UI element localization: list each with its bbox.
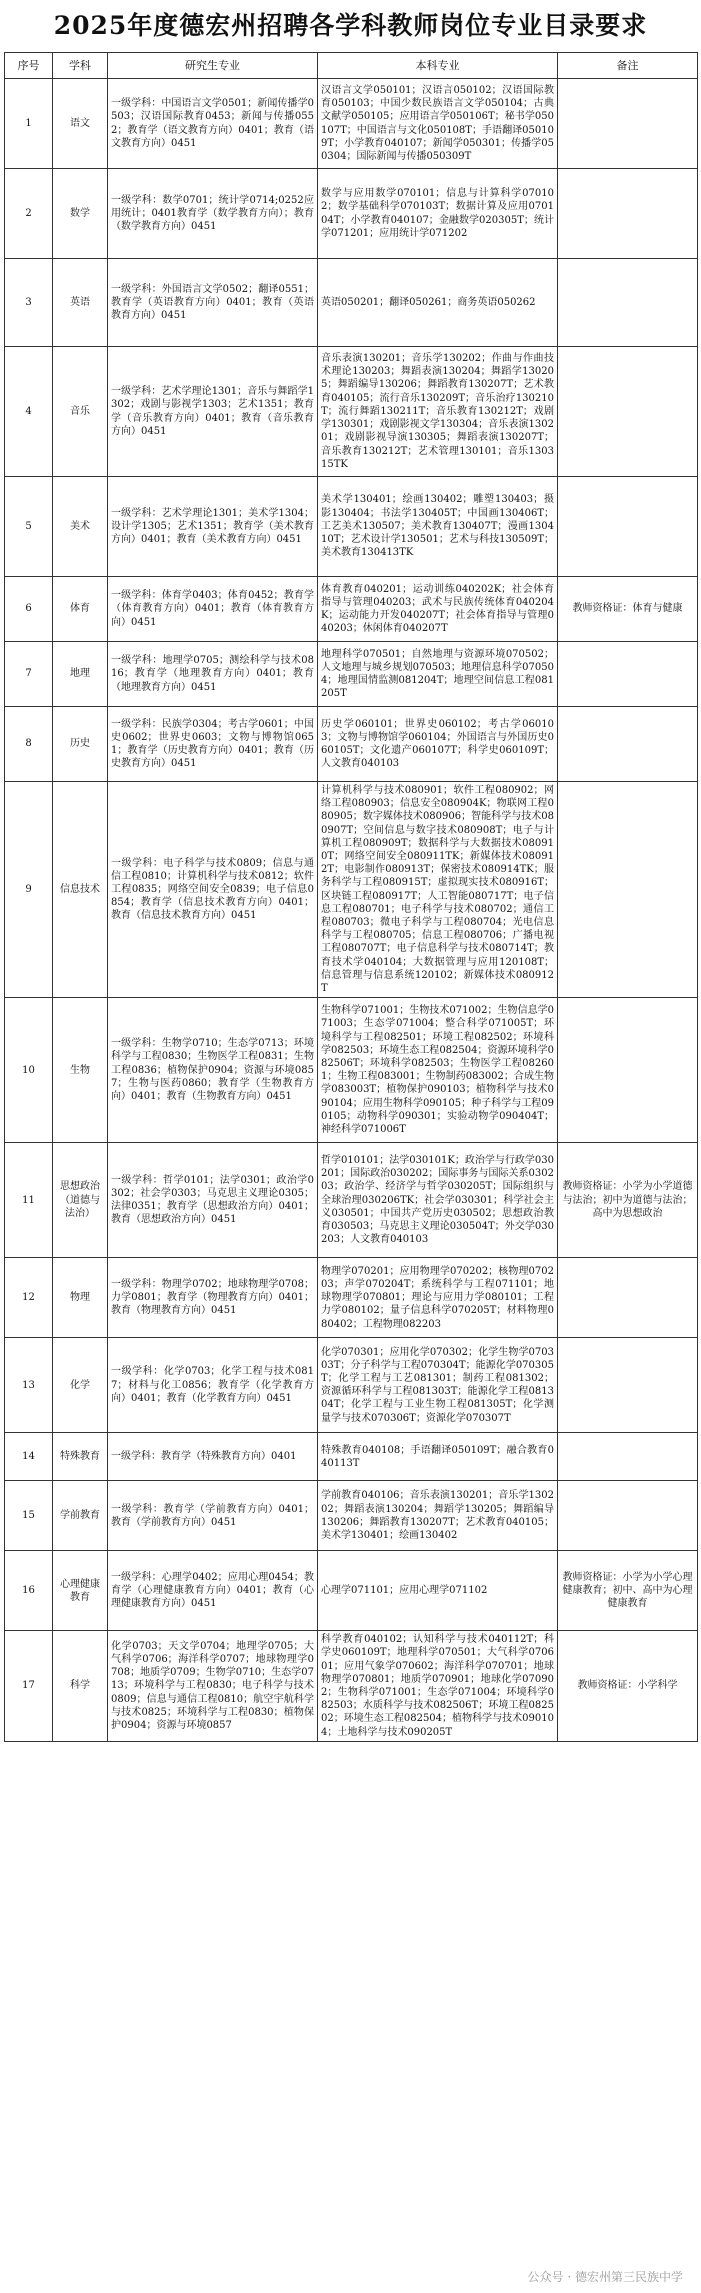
row-note bbox=[558, 642, 698, 707]
table-row bbox=[5, 1338, 698, 1433]
table-row bbox=[5, 1433, 698, 1481]
row-note bbox=[558, 477, 698, 577]
row-note bbox=[558, 1258, 698, 1338]
table-row bbox=[5, 347, 698, 477]
header-subject: 学科 bbox=[53, 53, 108, 79]
row-note bbox=[558, 707, 698, 782]
table-row bbox=[5, 782, 698, 998]
row-grad: 一级学科：艺术学理论1301；美术学1304；设计学1305；艺术1351；教育学（美术教育方向）0401；教育（美术教育方向）0451 bbox=[108, 477, 318, 577]
row-note bbox=[558, 1481, 698, 1551]
row-grad: 化学0703；天文学0704；地理学0705；大气科学0706；海洋科学0707；地球物理学0708；地质学0709；生物学0710；生态学0713；环境科学与工程0830；电子科学与技术0809；信息与通信工程0810；航空宇航科学与技术0825；环境科学与工程0830；植物保护0904；资源与环境0857 bbox=[108, 1631, 318, 1742]
row-note bbox=[558, 1338, 698, 1433]
row-ug: 历史学060101；世界史060102；考古学060103；文物与博物馆学060104；外国语言与外国历史060105T；文化遗产060107T；科学史060109T；人文教育040103 bbox=[318, 707, 558, 782]
watermark: 公众号 · 德宏州第三民族中学 bbox=[527, 2270, 683, 2284]
row-grad: 一级学科：地理学0705；测绘科学与技术0816；教育学（地理教育方向）0401；教育（地理教育方向）0451 bbox=[108, 642, 318, 707]
row-no: 9 bbox=[5, 782, 53, 998]
row-ug: 英语050201；翻译050261；商务英语050262 bbox=[318, 259, 558, 347]
table-row bbox=[5, 169, 698, 259]
row-subject: 体育 bbox=[53, 577, 108, 642]
row-subject: 数学 bbox=[53, 169, 108, 259]
row-no: 1 bbox=[5, 79, 53, 169]
page-title: 2025年度德宏州招聘各学科教师岗位专业目录要求 bbox=[53, 11, 648, 40]
row-note bbox=[558, 79, 698, 169]
table-row bbox=[5, 1143, 698, 1258]
row-no: 10 bbox=[5, 998, 53, 1143]
table-row bbox=[5, 477, 698, 577]
row-ug: 生物科学071001；生物技术071002；生物信息学071003；生态学071004；整合科学071005T；环境科学与工程082501；环境工程082502；环境科学082503；环境生态工程082504；资源环境科学082506T；环境科学082503；生物医学工程082601；生物工程083001；生物制药083002；合成生物学083003T；植物保护090103；植物科学与技术090104；应用生物科学090105；种子科学与工程090105；动物科学090301；实验动物学090404T；神经科学071006T bbox=[318, 998, 558, 1143]
header-grad: 研究生专业 bbox=[108, 53, 318, 79]
row-subject: 历史 bbox=[53, 707, 108, 782]
row-subject: 科学 bbox=[53, 1631, 108, 1742]
row-grad: 一级学科：电子科学与技术0809；信息与通信工程0810；计算机科学与技术0812；软件工程0835；网络空间安全0839；电子信息0854；教育学（信息技术教育方向）0401；教育（信息技术教育方向）0451 bbox=[108, 782, 318, 998]
row-ug: 物理学070201；应用物理学070202；核物理070203；声学070204T；系统科学与工程071101；地球物理学070801；理论与应用力学080101；工程力学080102；量子信息科学070205T；材料物理080402；工程物理082203 bbox=[318, 1258, 558, 1338]
specialty-table bbox=[4, 52, 698, 1742]
row-no: 4 bbox=[5, 347, 53, 477]
row-no: 15 bbox=[5, 1481, 53, 1551]
table-row bbox=[5, 259, 698, 347]
row-ug: 音乐表演130201；音乐学130202；作曲与作曲技术理论130203；舞蹈表演130204；舞蹈学130205；舞蹈编导130206；舞蹈教育130207T；艺术教育040105；流行音乐130209T；音乐治疗130210T；流行舞蹈130211T；音乐教育130212T；戏剧学130301；戏剧影视文学130304；音乐表演130201；戏剧影视导演130305；舞蹈表演130207T；音乐教育130212T；艺术管理130101；音乐130315TK bbox=[318, 347, 558, 477]
row-grad: 一级学科：教育学（特殊教育方向）0401 bbox=[108, 1433, 318, 1481]
row-ug: 地理科学070501；自然地理与资源环境070502；人文地理与城乡规划070503；地理信息科学070504；地理国情监测081204T；地理空间信息工程081205T bbox=[318, 642, 558, 707]
table-row bbox=[5, 1481, 698, 1551]
row-subject: 地理 bbox=[53, 642, 108, 707]
row-grad: 一级学科：教育学（学前教育方向）0401；教育（学前教育方向）0451 bbox=[108, 1481, 318, 1551]
table-row bbox=[5, 998, 698, 1143]
row-grad: 一级学科：生物学0710；生态学0713；环境科学与工程0830；生物医学工程0831；生物工程0836；植物保护0904；资源与环境0857；生物与医药0860；教育学（生物教育方向）0401；教育（生物教育方向）0451 bbox=[108, 998, 318, 1143]
row-no: 5 bbox=[5, 477, 53, 577]
row-note bbox=[558, 998, 698, 1143]
row-ug: 科学教育040102；认知科学与技术040112T；科学史060109T；地理科学070501；大气科学070601；应用气象学070602；海洋科学070701；地球物理学070801；地质学070901；地球化学070902；生物科学071001；生态学071004；环境科学082503；水质科学与技术082506T；环境工程082502；环境生态工程082504；植物科学与技术090104；土地科学与技术090205T bbox=[318, 1631, 558, 1742]
row-subject: 学前教育 bbox=[53, 1481, 108, 1551]
row-subject: 音乐 bbox=[53, 347, 108, 477]
table-row bbox=[5, 79, 698, 169]
table-row bbox=[5, 707, 698, 782]
row-ug: 美术学130401；绘画130402；雕塑130403；摄影130404；书法学130405T；中国画130406T；工艺美术130507；美术教育130407T；漫画130410T；艺术设计学130501；艺术与科技130509T；美术教育130413TK bbox=[318, 477, 558, 577]
row-note: 教师资格证：小学为小学心理健康教育；初中、高中为心理健康教育 bbox=[558, 1551, 698, 1631]
row-note bbox=[558, 169, 698, 259]
row-subject: 英语 bbox=[53, 259, 108, 347]
row-grad: 一级学科：体育学0403；体育0452；教育学（体育教育方向）0401；教育（体育教育方向）0451 bbox=[108, 577, 318, 642]
row-note bbox=[558, 782, 698, 998]
row-no: 14 bbox=[5, 1433, 53, 1481]
row-ug: 特殊教育040108；手语翻译050109T；融合教育040113T bbox=[318, 1433, 558, 1481]
row-subject: 物理 bbox=[53, 1258, 108, 1338]
row-subject: 生物 bbox=[53, 998, 108, 1143]
row-ug: 学前教育040106；音乐表演130201；音乐学130202；舞蹈表演130204；舞蹈学130205；舞蹈编导130206；舞蹈教育130207T；艺术教育040105；美术学130401；绘画130402 bbox=[318, 1481, 558, 1551]
row-subject: 语文 bbox=[53, 79, 108, 169]
row-grad: 一级学科：化学0703；化学工程与技术0817；材料与化工0856；教育学（化学教育方向）0401；教育（化学教育方向）0451 bbox=[108, 1338, 318, 1433]
row-no: 8 bbox=[5, 707, 53, 782]
row-grad: 一级学科：中国语言文学0501；新闻传播学0503；汉语国际教育0453；新闻与传播0552；教育学（语文教育方向）0401；教育（语文教育方向）0451 bbox=[108, 79, 318, 169]
row-ug: 哲学010101；法学030101K；政治学与行政学030201；国际政治030202；国际事务与国际关系030203；政治学、经济学与哲学030205T；国际组织与全球治理030206TK；社会学030301；科学社会主义030501；中国共产党历史030502；思想政治教育030503；马克思主义理论030504T；外交学030203；人文教育040103 bbox=[318, 1143, 558, 1258]
row-no: 16 bbox=[5, 1551, 53, 1631]
row-ug: 计算机科学与技术080901；软件工程080902；网络工程080903；信息安全080904K；物联网工程080905；数字媒体技术080906；智能科学与技术080907T；空间信息与数字技术080908T；电子与计算机工程080909T；数据科学与大数据技术080910T；网络空间安全080911TK；新媒体技术080912T；电影制作080913T；保密技术080914TK；服务科学与工程080915T；虚拟现实技术080916T；区块链工程080917T；人工智能080717T；电子信息工程080701；电子科学与技术080702；通信工程080703；微电子科学与工程080704；光电信息科学与工程080705；信息工程080706；广播电视工程080707T；电子信息科学与技术080714T；教育技术学040104；大数据管理与应用120108T；信息管理与信息系统120102；新媒体技术080912T bbox=[318, 782, 558, 998]
table-header-row bbox=[5, 53, 698, 79]
row-ug: 汉语言文学050101；汉语言050102；汉语国际教育050103；中国少数民族语言文学050104；古典文献学050105；应用语言学050106T；秘书学050107T；中国语言与文化050108T；手语翻译050109T；小学教育040107；新闻学050301；传播学050304；国际新闻与传播050309T bbox=[318, 79, 558, 169]
row-note: 教师资格证：小学为小学道德与法治；初中为道德与法治；高中为思想政治 bbox=[558, 1143, 698, 1258]
row-no: 11 bbox=[5, 1143, 53, 1258]
header-note: 备注 bbox=[558, 53, 698, 79]
row-subject: 信息技术 bbox=[53, 782, 108, 998]
row-grad: 一级学科：哲学0101；法学0301；政治学0302；社会学0303；马克思主义理论0305；法律0351；教育学（思想政治方向）0401；教育（思想政治方向）0451 bbox=[108, 1143, 318, 1258]
row-subject: 心理健康教育 bbox=[53, 1551, 108, 1631]
row-subject: 思想政治（道德与法治） bbox=[53, 1143, 108, 1258]
row-note: 教师资格证：体育与健康 bbox=[558, 577, 698, 642]
table-row bbox=[5, 1631, 698, 1742]
row-grad: 一级学科：心理学0402；应用心理0454；教育学（心理健康教育方向）0401；教育（心理健康教育方向）0451 bbox=[108, 1551, 318, 1631]
row-grad: 一级学科：数学0701；统计学0714;0252应用统计；0401教育学（数学教育方向）；教育（数学教育方向）0451 bbox=[108, 169, 318, 259]
header-ug: 本科专业 bbox=[318, 53, 558, 79]
header-no: 序号 bbox=[5, 53, 53, 79]
row-note: 教师资格证：小学科学 bbox=[558, 1631, 698, 1742]
row-grad: 一级学科：外国语言文学0502；翻译0551；教育学（英语教育方向）0401；教育（英语教育方向）0451 bbox=[108, 259, 318, 347]
row-subject: 美术 bbox=[53, 477, 108, 577]
row-subject: 特殊教育 bbox=[53, 1433, 108, 1481]
table-row bbox=[5, 577, 698, 642]
row-ug: 心理学071101；应用心理学071102 bbox=[318, 1551, 558, 1631]
row-no: 13 bbox=[5, 1338, 53, 1433]
table-row bbox=[5, 1551, 698, 1631]
table-row bbox=[5, 642, 698, 707]
table-row bbox=[5, 1258, 698, 1338]
row-no: 12 bbox=[5, 1258, 53, 1338]
row-subject: 化学 bbox=[53, 1338, 108, 1433]
row-no: 3 bbox=[5, 259, 53, 347]
row-ug: 数学与应用数学070101；信息与计算科学070102；数学基础科学070103T；数据计算及应用070104T；小学教育040107；金融数学020305T；统计学071201；应用统计学071202 bbox=[318, 169, 558, 259]
row-note bbox=[558, 259, 698, 347]
row-grad: 一级学科：艺术学理论1301；音乐与舞蹈学1302；戏剧与影视学1303；艺术1351；教育学（音乐教育方向）0401；教育（音乐教育方向）0451 bbox=[108, 347, 318, 477]
row-no: 6 bbox=[5, 577, 53, 642]
row-note bbox=[558, 1433, 698, 1481]
row-no: 2 bbox=[5, 169, 53, 259]
row-ug: 体育教育040201；运动训练040202K；社会体育指导与管理040203；武术与民族传统体育040204K；运动能力开发040207T；社会体育指导与管理040203；休闲体育040207T bbox=[318, 577, 558, 642]
row-no: 17 bbox=[5, 1631, 53, 1742]
row-grad: 一级学科：物理学0702；地球物理学0708；力学0801；教育学（物理教育方向）0401；教育（物理教育方向）0451 bbox=[108, 1258, 318, 1338]
row-ug: 化学070301；应用化学070302；化学生物学070303T；分子科学与工程070304T；能源化学070305T；化学工程与工艺081301；制药工程081302；资源循环科学与工程081303T；能源化学工程081304T；化学工程与工业生物工程081305T；化学测量学与技术070306T；资源化学070307T bbox=[318, 1338, 558, 1433]
row-note bbox=[558, 347, 698, 477]
row-grad: 一级学科：民族学0304；考古学0601；中国史0602；世界史0603；文物与博物馆0651；教育学（历史教育方向）0401；教育（历史教育方向）0451 bbox=[108, 707, 318, 782]
row-no: 7 bbox=[5, 642, 53, 707]
